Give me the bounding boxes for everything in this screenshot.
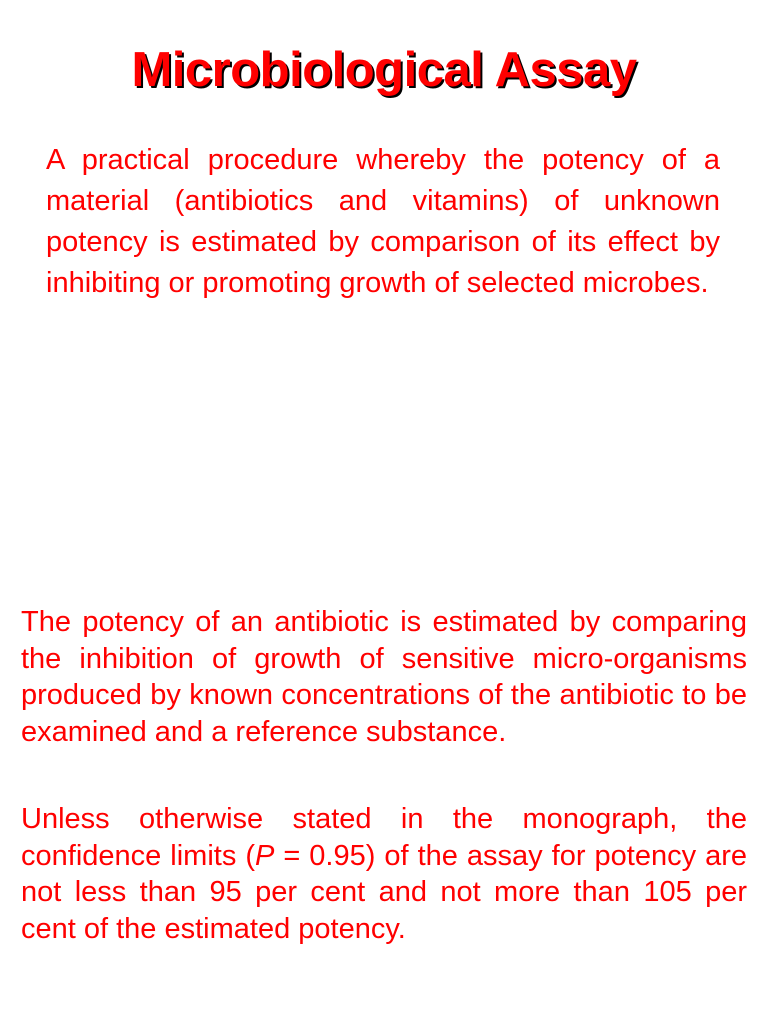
probability-symbol: P: [254, 839, 275, 872]
potency-paragraph: The potency of an antibiotic is estimated by comparing the inhibition of growth of sensitive micro-organisms produced by known concentrations of the antibiotic to be examined and a reference substance.: [21, 606, 747, 748]
limits-text-part1: Unless otherwise stated in the monograph, the confidence limits (: [21, 803, 747, 872]
confidence-limits-paragraph: [21, 801, 747, 947]
slide-title: Microbiological Assay: [131, 43, 637, 97]
intro-paragraph: A practical procedure whereby the potency of a material (antibiotics and vitamins) of unknown potency is estimated by comparison of its effect by inhibiting or promoting growth of selected microbes.: [46, 144, 720, 299]
limits-text-part2: = 0.95) of the assay for potency are not less than 95 per cent and not more than 105 per cent of the estimated potency.: [21, 839, 747, 945]
